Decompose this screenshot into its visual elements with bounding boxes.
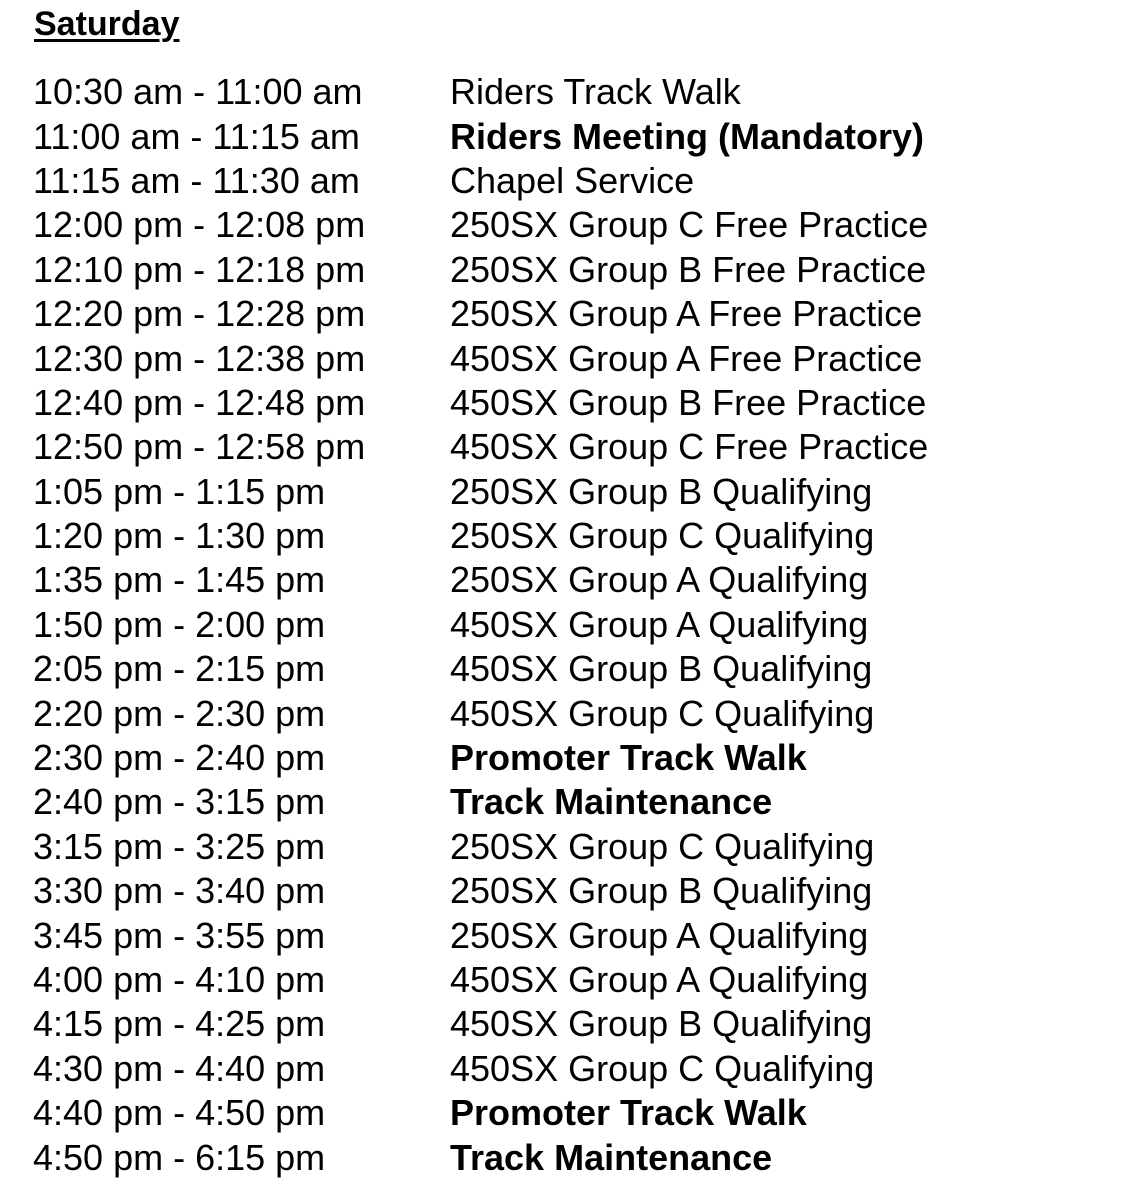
- time-range: 12:30 pm - 12:38 pm: [33, 337, 366, 379]
- list-item: [33, 603, 1123, 647]
- list-item: [33, 70, 1123, 114]
- time-range: 4:40 pm - 4:50 pm: [33, 1092, 326, 1134]
- list-item: [33, 691, 1123, 735]
- list-item: [33, 381, 1123, 425]
- event-title: 250SX Group B Qualifying: [450, 470, 873, 512]
- list-item: [33, 1091, 1123, 1135]
- event-title: 450SX Group A Qualifying: [450, 959, 869, 1000]
- time-range: 2:05 pm - 2:15 pm: [33, 648, 326, 690]
- event-title: Track Maintenance: [450, 1136, 773, 1178]
- list-item: [33, 292, 1123, 336]
- event-title: 450SX Group B Free Practice: [450, 381, 927, 423]
- event-title: 250SX Group C Free Practice: [450, 204, 929, 246]
- event-title: 250SX Group B Qualifying: [450, 870, 873, 912]
- event-title: 450SX Group A Qualifying: [450, 603, 869, 645]
- page-title: Saturday: [34, 5, 180, 43]
- list-item: [33, 913, 1123, 957]
- event-title: 250SX Group A Qualifying: [450, 559, 869, 601]
- time-range: 12:20 pm - 12:28 pm: [33, 293, 366, 335]
- event-title: 250SX Group C Qualifying: [450, 515, 875, 557]
- event-title: 450SX Group C Qualifying: [450, 692, 875, 734]
- time-range: 3:45 pm - 3:55 pm: [33, 914, 326, 956]
- list-item: [33, 780, 1123, 824]
- event-title: 250SX Group C Qualifying: [450, 825, 875, 867]
- list-item: [33, 425, 1123, 469]
- time-range: 1:35 pm - 1:45 pm: [33, 559, 326, 601]
- time-range: 11:15 am - 11:30 am: [33, 159, 360, 201]
- time-range: 3:15 pm - 3:25 pm: [33, 825, 326, 867]
- list-item: [33, 159, 1123, 203]
- time-range: 4:50 pm - 6:15 pm: [33, 1136, 326, 1178]
- event-title: Chapel Service: [450, 159, 695, 201]
- time-range: 10:30 am - 11:00 am: [33, 71, 363, 113]
- list-item: [33, 1002, 1123, 1046]
- event-title: 450SX Group C Qualifying: [450, 1047, 875, 1089]
- event-title: 250SX Group B Free Practice: [450, 248, 927, 290]
- time-range: 12:10 pm - 12:18 pm: [33, 248, 366, 290]
- list-item: [33, 558, 1123, 602]
- event-title: Riders Track Walk: [450, 71, 741, 113]
- list-item: [33, 958, 1123, 1002]
- time-range: 4:15 pm - 4:25 pm: [33, 1003, 326, 1045]
- event-title: 450SX Group B Qualifying: [450, 1003, 873, 1045]
- time-range: 2:40 pm - 3:15 pm: [33, 781, 326, 823]
- time-range: 2:30 pm - 2:40 pm: [33, 737, 326, 779]
- time-range: 3:30 pm - 3:40 pm: [33, 870, 326, 912]
- time-range: 12:00 pm - 12:08 pm: [33, 204, 366, 246]
- event-title: Promoter Track Walk: [450, 1092, 807, 1134]
- time-range: 1:20 pm - 1:30 pm: [33, 515, 326, 557]
- list-item: [33, 825, 1123, 869]
- list-item: [33, 470, 1123, 514]
- list-item: [33, 1135, 1123, 1179]
- time-range: 1:05 pm - 1:15 pm: [33, 470, 326, 512]
- time-range: 2:20 pm - 2:30 pm: [33, 692, 326, 734]
- time-range: 11:00 am - 11:15 am: [33, 115, 360, 157]
- schedule-list: [33, 70, 1123, 1180]
- list-item: [33, 869, 1123, 913]
- list-item: [33, 514, 1123, 558]
- event-title: 250SX Group A Free Practice: [450, 293, 923, 335]
- list-item: [33, 736, 1123, 780]
- list-item: [33, 248, 1123, 292]
- event-title: Track Maintenance: [450, 781, 773, 823]
- event-title: Riders Meeting (Mandatory): [450, 115, 925, 157]
- event-title: 450SX Group A Free Practice: [450, 337, 923, 379]
- list-item: [33, 1047, 1123, 1091]
- event-title: 450SX Group C Free Practice: [450, 426, 929, 468]
- time-range: 12:40 pm - 12:48 pm: [33, 381, 366, 423]
- list-item: [33, 114, 1123, 158]
- list-item: [33, 203, 1123, 247]
- list-item: [33, 647, 1123, 691]
- time-range: 12:50 pm - 12:58 pm: [33, 426, 366, 468]
- time-range: 1:50 pm - 2:00 pm: [33, 603, 326, 645]
- time-range: 4:00 pm - 4:10 pm: [33, 959, 326, 1000]
- event-title: 250SX Group A Qualifying: [450, 914, 869, 956]
- list-item: [33, 336, 1123, 380]
- time-range: 4:30 pm - 4:40 pm: [33, 1047, 326, 1089]
- event-title: 450SX Group B Qualifying: [450, 648, 873, 690]
- event-title: Promoter Track Walk: [450, 737, 807, 779]
